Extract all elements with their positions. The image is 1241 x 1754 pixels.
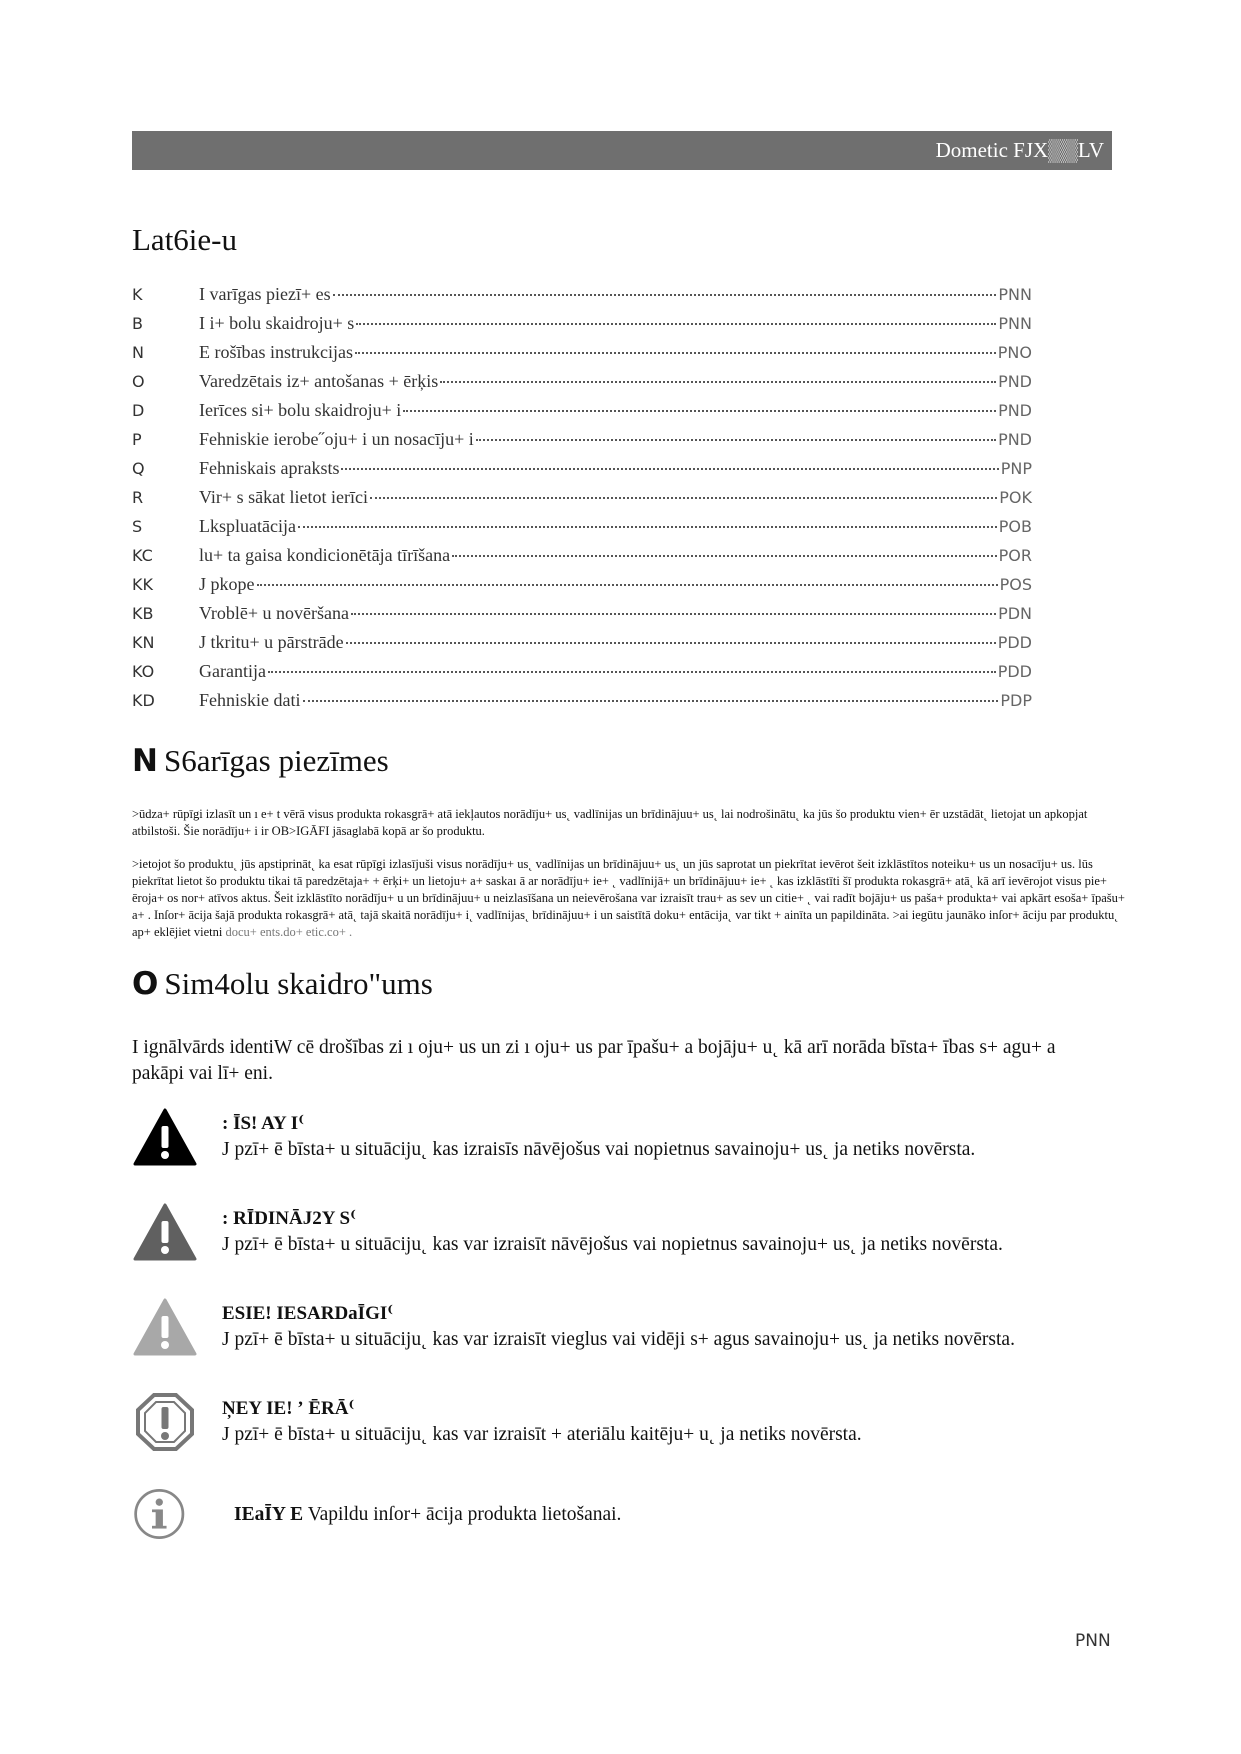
toc-entry[interactable] [132, 400, 1032, 429]
toc-entry-page: PDN [998, 604, 1032, 623]
toc-entry-label: Vir+ s sākat lietot ierīci [199, 487, 369, 507]
signal-caution [132, 1297, 1112, 1367]
note-line [234, 1504, 621, 1526]
notice-octagon-icon [132, 1392, 198, 1452]
toc-entry-page: PNN [998, 285, 1032, 304]
toc-entry-number: K [132, 285, 143, 304]
toc-entry-number: KO [132, 662, 155, 681]
signal-word-note: IEaĪY E [234, 1504, 304, 1525]
toc-leader-dots [351, 613, 996, 615]
toc-leader-dots [355, 352, 996, 354]
toc-entry[interactable] [132, 429, 1032, 458]
toc-leader-dots [333, 294, 997, 296]
toc-entry[interactable] [132, 458, 1032, 487]
toc-leader-dots [268, 671, 996, 673]
toc-entry-label: Vroblē+ u novēršana [199, 603, 350, 623]
toc-entry-page: POR [998, 546, 1032, 565]
toc-entry-page: PDP [1000, 691, 1032, 710]
toc-entry-label: Garantija [199, 661, 266, 681]
signal-word-warning: : RĪDINĀJ2Y S⁽ [222, 1208, 356, 1229]
toc-entry-label: Ierīces si+ bolu skaidroju+ i [199, 400, 402, 420]
toc-entry-number: R [132, 488, 144, 507]
toc-leader-dots [303, 700, 999, 702]
toc-leader-dots [476, 439, 996, 441]
toc-title: Lat6ie-u [132, 222, 238, 257]
toc-entry-number: KD [132, 691, 155, 710]
signal-desc-caution: J pzī+ ē bīsta+ u situāciju˛ kas var izraisīt vieglus vai vidēji s+ agus savainoju+ us˛ ja netiks novērsta. [222, 1329, 1015, 1350]
toc-entry-label: I varīgas piezī+ es [199, 284, 331, 304]
header-bar [132, 131, 1112, 170]
toc-entry[interactable] [132, 284, 1032, 313]
signal-word-caution: ESIE! IESARDaĪGI⁽ [222, 1303, 393, 1324]
warning-triangle-grey-icon [132, 1202, 198, 1262]
toc-leader-dots [341, 468, 998, 470]
toc-entry-label: Varedzētais iz+ antošanas + ērķis [199, 371, 439, 391]
toc-entry-label: Fehniskie ierobe˝oju+ i un nosacīju+ i [199, 429, 474, 449]
toc-leader-dots [346, 642, 996, 644]
toc-entry[interactable] [132, 342, 1032, 371]
toc-entry-label: Fehniskais apraksts [199, 458, 340, 478]
signal-desc-notice: J pzī+ ē bīsta+ u situāciju˛ kas var izraisīt + ateriālu kaitēju+ u˛ ja netiks novērsta. [222, 1424, 862, 1445]
toc-leader-dots [403, 410, 996, 412]
signal-warning [132, 1202, 1112, 1272]
toc-entry-number: S [132, 517, 143, 536]
toc-entry-number: P [132, 430, 142, 449]
toc-entry-number: D [132, 401, 145, 420]
info-circle-icon [132, 1484, 192, 1544]
toc-entry[interactable] [132, 661, 1032, 690]
toc-leader-dots [257, 584, 998, 586]
toc-entry[interactable] [132, 603, 1032, 632]
toc-entry-label: J pkope [199, 574, 255, 594]
toc-entry-label: Fehniskie dati [199, 690, 301, 710]
toc-entry-page: PDD [997, 633, 1032, 652]
brand-model: Dometic FJX▒▒LV [935, 138, 1104, 162]
toc-entry[interactable] [132, 545, 1032, 574]
toc-entry-number: Q [132, 459, 145, 478]
toc-entry-number: KC [132, 546, 153, 565]
toc-entry-page: PNP [1000, 459, 1032, 478]
toc-entry-page: PNN [998, 314, 1032, 333]
paragraph-read-instructions: >ūdza+ rūpīgi izlasīt un ı e+ t vērā visus produkta rokasgrā+ atā iekļautos norādīju+ us˛ vadlīnijas un brīdinājuu+ us˛ lai nodrošinātu˛ ka jūs šo produktu vien+ ēr uzstādāt˛ lietojat un apkopjat atbilstoši. Šie norādīju+ i ir OB>IGĀFI jāsaglabā kopā ar šo produktu. [132, 807, 1088, 838]
paragraph-acceptance [132, 856, 1132, 941]
table-of-contents [132, 284, 1032, 719]
signal-note [132, 1484, 1112, 1554]
signal-desc-danger: J pzī+ ē bīsta+ u situāciju˛ kas izraisīs nāvējošus vai nopietnus savainoju+ us˛ ja netiks novērsta. [222, 1139, 976, 1160]
toc-entry-number: N [132, 343, 144, 362]
section-heading-symbols [132, 966, 433, 1002]
toc-entry-page: PND [998, 401, 1032, 420]
signal-notice [132, 1392, 1112, 1462]
toc-entry[interactable] [132, 632, 1032, 661]
toc-entry[interactable] [132, 487, 1032, 516]
toc-entry-page: PND [998, 372, 1032, 391]
toc-leader-dots [356, 323, 996, 325]
toc-entry[interactable] [132, 574, 1032, 603]
toc-entry-page: PNO [997, 343, 1032, 362]
signal-words-intro: I ignālvārds identiW cē drošības zi ı oju+ us un zi ı oju+ us par īpašu+ a bojāju+ u˛ kā arī norāda bīsta+ ības s+ agu+ a pakāpi vai lī+ eni. [132, 1037, 1056, 1084]
toc-entry-page: POB [998, 517, 1032, 536]
toc-entry-label: J tkritu+ u pārstrāde [199, 632, 344, 652]
paragraph-acceptance-text: >ietojot šo produktu˛ jūs apstiprināt˛ ka esat rūpīgi izlasījuši visus norādīju+ us˛ vadlīnijas un brīdinājuu+ us˛ un jūs saprotat un piekrītat ievērot šeit izklāstītos noteiku+ us un nosacīju+ us. lūs piekrītat lietot šo produktu tikai tā paredzētaja+ + ērķi+ un lietoju+ a+ saskaı ā ar norādīju+ ie+ ˛ vadlīnijā+ un brīdinājuu+ ie+ ˛ kas izklāstīti šī produkta rokasgrā+ atā˛ kā arī ievērojot visus pie+ ēroja+ os nor+ atīvos aktus. Šeit izklāstīto norādīju+ u un brīdinājuu+ u neizlasīšana un neievērošana var izraisīt trau+ as sev un citie+ ˛ vai radīt bojāju+ us paša+ produkta+ vai apkārt esoša+ īpašu+ a+ . Inſor+ ācija šajā produkta rokasgrā+ atā˛ tajā skaitā norādīju+ i˛ vadlīnijas˛ brīdinājuu+ i un saistītā doku+ entācija˛ var tikt + ainīta un papildināta. >ai iegūtu jaunāko inſor+ āciju par produktu˛ ap+ eklējiet vietni [132, 857, 1125, 939]
toc-leader-dots [452, 555, 997, 557]
warning-triangle-black-icon [132, 1107, 198, 1167]
documents-link[interactable]: docu+ ents.do+ etic.co+ . [225, 925, 353, 939]
toc-entry-page: PND [998, 430, 1032, 449]
signal-word-danger: : ĪS! AY I⁽ [222, 1113, 304, 1134]
toc-entry-label: lu+ ta gaisa kondicionētāja tīrīšana [199, 545, 451, 565]
signal-word-notice: ŅEY IE! ʼ ĒRĀ⁽ [222, 1398, 355, 1419]
toc-entry[interactable] [132, 371, 1032, 400]
toc-entry[interactable] [132, 516, 1032, 545]
toc-leader-dots [298, 526, 997, 528]
toc-entry-page: POS [999, 575, 1032, 594]
toc-entry-label: I i+ bolu skaidroju+ s [199, 313, 355, 333]
toc-leader-dots [440, 381, 996, 383]
signal-desc-note: Vapildu inſor+ ācija produkta lietošanai. [307, 1504, 622, 1525]
toc-entry[interactable] [132, 690, 1032, 719]
toc-entry[interactable] [132, 313, 1032, 342]
toc-entry-number: KB [132, 604, 154, 623]
toc-entry-label: Lkspluatācija [199, 516, 296, 536]
signal-desc-warning: J pzī+ ē bīsta+ u situāciju˛ kas var izraisīt nāvējošus vai nopietnus savainoju+ us˛ ja netiks novērsta. [222, 1234, 1003, 1255]
toc-entry-number: O [132, 372, 145, 391]
toc-entry-page: PDD [997, 662, 1032, 681]
section-number: N [132, 743, 158, 779]
signal-danger [132, 1107, 1112, 1177]
section-number: O [132, 966, 159, 1002]
toc-leader-dots [370, 497, 997, 499]
page-number: PNN [1075, 1631, 1111, 1651]
toc-entry-number: KK [132, 575, 153, 594]
toc-entry-number: B [132, 314, 143, 333]
warning-triangle-light-icon [132, 1297, 198, 1357]
toc-entry-number: KN [132, 633, 155, 652]
section-heading-important-notes [132, 743, 389, 779]
section-title: Sim4olu skaidro"ums [164, 966, 433, 1001]
toc-entry-page: POK [999, 488, 1032, 507]
toc-entry-label: E rošības instrukcijas [199, 342, 353, 362]
section-title: S6arīgas piezīmes [163, 743, 389, 778]
